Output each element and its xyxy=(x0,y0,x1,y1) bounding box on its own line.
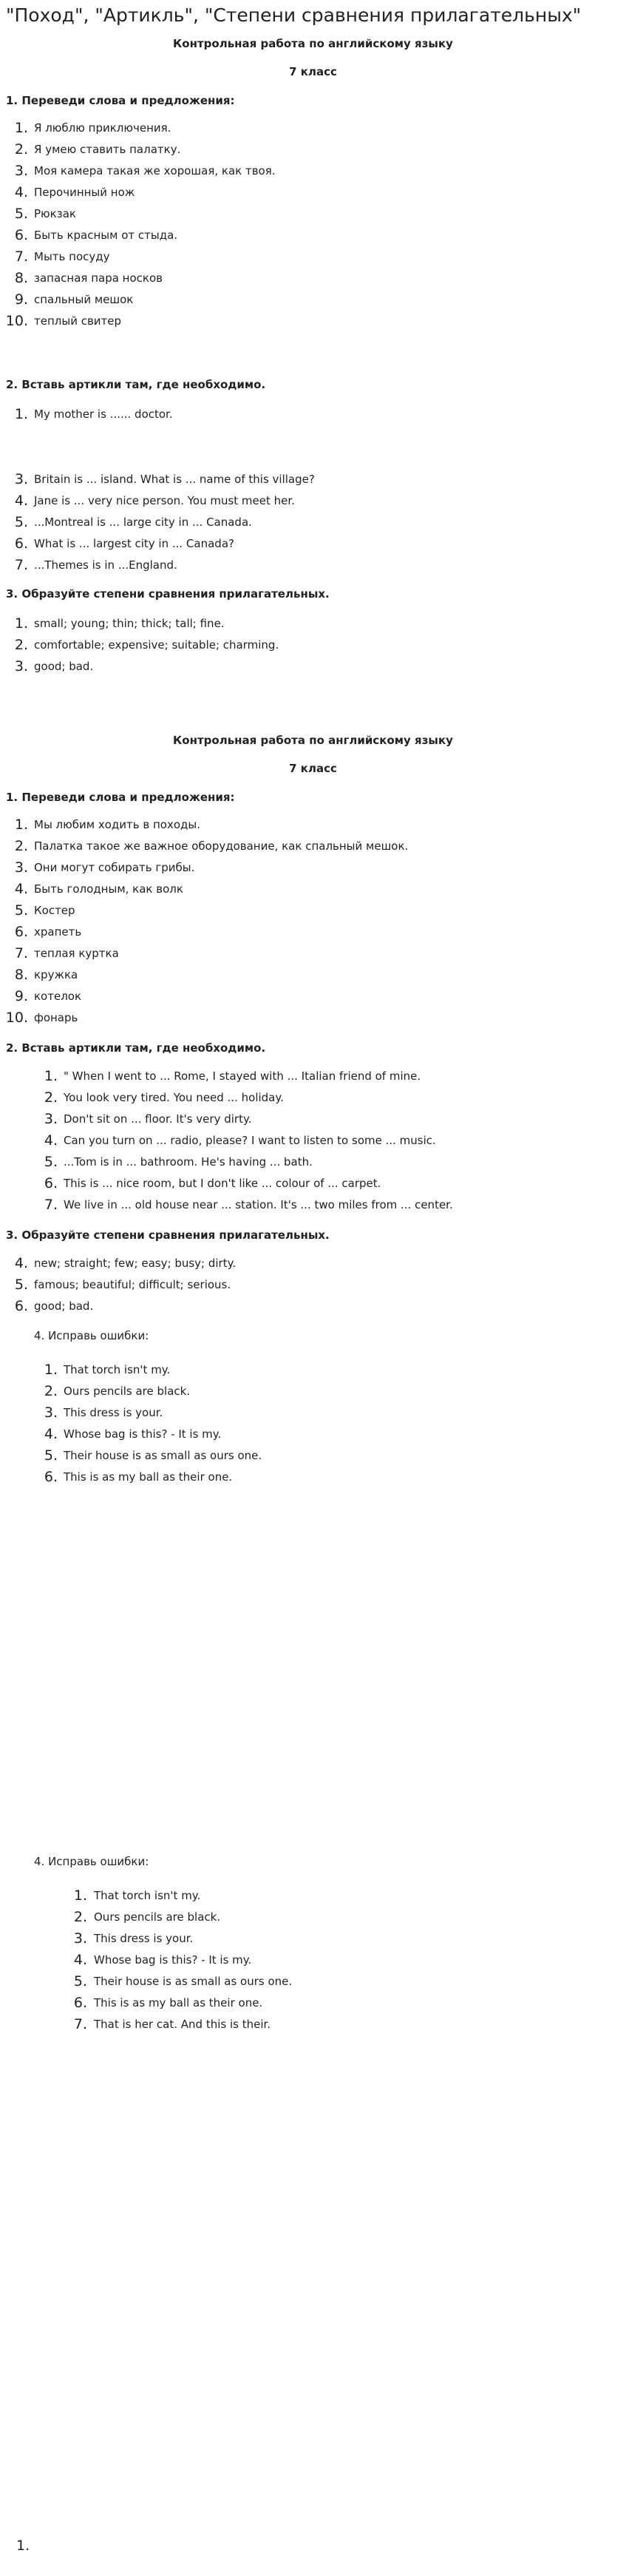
list-item-number: 7. xyxy=(44,1197,58,1213)
list-item-text: Britain is ... island. What is ... name of this village? xyxy=(34,473,315,486)
list-item-number: 6. xyxy=(14,227,28,243)
list-item-text: That torch isn't my. xyxy=(64,1363,171,1376)
list-item-number: 1. xyxy=(44,1362,58,1378)
list-item-text: Jane is ... very nice person. You must meet her. xyxy=(34,494,295,507)
list-item-number: 3. xyxy=(73,1930,87,1947)
test1-section1-title: 1. Переведи слова и предложения: xyxy=(6,94,235,107)
list-item-number: 5. xyxy=(44,1154,58,1170)
list-item-number: 8. xyxy=(14,967,28,983)
list-item-number: 2. xyxy=(14,838,28,854)
list-item-text: small; young; thin; thick; tall; fine. xyxy=(34,617,225,630)
test2-section2-title: 2. Вставь артикли там, где необходимо. xyxy=(6,1041,266,1055)
list-item-number: 6. xyxy=(14,1298,28,1314)
list-item-number: 3. xyxy=(14,471,28,487)
list-item-text: good; bad. xyxy=(34,1299,94,1313)
test2-grade: 7 класс xyxy=(289,762,337,775)
list-item-text: Мыть посуду xyxy=(34,250,110,263)
list-item-text: new; straight; few; easy; busy; dirty. xyxy=(34,1257,237,1270)
list-item-text: фонарь xyxy=(34,1011,78,1024)
list-item-number: 6. xyxy=(14,924,28,940)
list-item-number: 4. xyxy=(14,184,28,200)
list-item-number: 4. xyxy=(44,1426,58,1442)
list-item-number: 10. xyxy=(5,1010,28,1026)
test2-section1-title: 1. Переведи слова и предложения: xyxy=(6,791,235,804)
list-item-number: 7. xyxy=(73,2016,87,2032)
list-item-text: Рюкзак xyxy=(34,207,76,220)
list-item-text: теплый свитер xyxy=(34,314,122,328)
list-item-number: 3. xyxy=(14,859,28,876)
list-item-text: кружка xyxy=(34,968,78,981)
list-item-number: 5. xyxy=(14,206,28,222)
list-item-text: ...Tom is in ... bathroom. He's having ... bath. xyxy=(64,1155,313,1169)
list-item-number: 5. xyxy=(14,514,28,530)
list-item-text: Моя камера такая же хорошая, как твоя. xyxy=(34,164,276,178)
list-item-number: 7. xyxy=(14,249,28,265)
list-item-number: 2. xyxy=(73,1909,87,1925)
test1-section3-title: 3. Образуйте степени сравнения прилагательных. xyxy=(6,587,330,601)
list-item-text: comfortable; expensive; suitable; charming. xyxy=(34,638,279,652)
list-item-number: 10. xyxy=(5,313,28,329)
list-item-text: This is ... nice room, but I don't like ... colour of ... carpet. xyxy=(64,1177,381,1190)
list-item-number: 2. xyxy=(44,1383,58,1399)
list-item-number: 6. xyxy=(44,1469,58,1485)
list-item-text: ...Montreal is ... large city in ... Canada. xyxy=(34,515,252,529)
list-item-text: Whose bag is this? - It is my. xyxy=(64,1427,222,1441)
list-item-number: 1. xyxy=(73,1887,87,1904)
list-item-number: 3. xyxy=(44,1111,58,1127)
list-item-number: 5. xyxy=(73,1973,87,1990)
list-item-number: 6. xyxy=(44,1175,58,1191)
list-item-number: 2. xyxy=(14,637,28,653)
list-item-number: 9. xyxy=(14,291,28,308)
list-item-number: 9. xyxy=(14,988,28,1004)
list-item-number: 3. xyxy=(14,163,28,179)
list-item-text: You look very tired. You need ... holiday. xyxy=(64,1091,284,1104)
list-item-number: 6. xyxy=(73,1995,87,2011)
list-item-text: This is as my ball as their one. xyxy=(64,1470,233,1484)
test2-title: Контрольная работа по английскому языку xyxy=(173,734,453,747)
list-item-text: Быть красным от стыда. xyxy=(34,229,178,242)
list-item-text: храпеть xyxy=(34,925,82,939)
list-item-text: This dress is your. xyxy=(64,1406,163,1419)
list-item-text: Костер xyxy=(34,904,75,917)
list-item-text: Мы любим ходить в походы. xyxy=(34,818,200,831)
list-item-number: 5. xyxy=(14,1277,28,1293)
list-item-text: good; bad. xyxy=(34,660,94,673)
list-item-text: Their house is as small as ours one. xyxy=(64,1449,262,1462)
list-item-number: 6. xyxy=(14,535,28,552)
test2-section4-title: 4. Исправь ошибки: xyxy=(34,1329,149,1342)
list-item-number: 8. xyxy=(14,270,28,286)
extra-section4-title: 4. Исправь ошибки: xyxy=(34,1855,149,1868)
list-item-number: 1. xyxy=(14,120,28,136)
list-item-text: Can you turn on ... radio, please? I want to listen to some ... music. xyxy=(64,1134,436,1147)
bottom-list-number: 1. xyxy=(16,2538,30,2554)
list-item-number: 4. xyxy=(73,1952,87,1968)
list-item-number: 4. xyxy=(14,1255,28,1271)
list-item-text: Don't sit on ... floor. It's very dirty. xyxy=(64,1112,252,1126)
list-item-number: 3. xyxy=(44,1404,58,1421)
list-item-text: Я умею ставить палатку. xyxy=(34,143,181,156)
list-item-number: 2. xyxy=(14,141,28,158)
list-item-text: котелок xyxy=(34,990,82,1003)
list-item-number: 4. xyxy=(14,493,28,509)
list-item-text: famous; beautiful; difficult; serious. xyxy=(34,1278,231,1291)
list-item-text: Быть голодным, как волк xyxy=(34,882,183,896)
list-item-number: 1. xyxy=(14,406,28,422)
list-item-text: Whose bag is this? - It is my. xyxy=(94,1953,252,1967)
test2-section3-title: 3. Образуйте степени сравнения прилагательных. xyxy=(6,1228,330,1242)
list-item-text: That torch isn't my. xyxy=(94,1889,201,1902)
list-item-text: Перочинный нож xyxy=(34,186,135,199)
list-item-number: 7. xyxy=(14,557,28,573)
list-item-number: 1. xyxy=(14,615,28,632)
page-title: "Поход", "Артикль", "Степени сравнения прилагательных" xyxy=(6,4,582,26)
list-item-text: My mother is ...... doctor. xyxy=(34,408,173,421)
list-item-number: 3. xyxy=(14,658,28,675)
test1-title: Контрольная работа по английскому языку xyxy=(173,37,453,50)
list-item-number: 4. xyxy=(44,1132,58,1149)
list-item-text: This is as my ball as their one. xyxy=(94,1996,263,2009)
list-item-text: That is her cat. And this is their. xyxy=(94,2018,271,2031)
list-item-text: ...Themes is in ...England. xyxy=(34,558,177,572)
list-item-number: 2. xyxy=(44,1089,58,1106)
list-item-text: теплая куртка xyxy=(34,947,119,960)
list-item-text: What is ... largest city in ... Canada? xyxy=(34,537,234,550)
list-item-text: Палатка такое же важное оборудование, как спальный мешок. xyxy=(34,839,409,853)
list-item-number: 4. xyxy=(14,881,28,897)
list-item-text: " When I went to ... Rome, I stayed with ... Italian friend of mine. xyxy=(64,1069,421,1083)
list-item-text: спальный мешок xyxy=(34,293,134,306)
test1-grade: 7 класс xyxy=(289,65,337,78)
list-item-number: 5. xyxy=(44,1447,58,1464)
list-item-text: запасная пара носков xyxy=(34,271,163,285)
list-item-number: 1. xyxy=(14,817,28,833)
list-item-number: 5. xyxy=(14,902,28,919)
list-item-text: We live in ... old house near ... station. It's ... two miles from ... center. xyxy=(64,1198,453,1211)
list-item-text: Their house is as small as ours one. xyxy=(94,1975,293,1988)
test1-section2-title: 2. Вставь артикли там, где необходимо. xyxy=(6,378,266,391)
list-item-text: Я люблю приключения. xyxy=(34,121,171,135)
list-item-number: 7. xyxy=(14,945,28,961)
list-item-text: Ours pencils are black. xyxy=(64,1385,191,1398)
list-item-text: Ours pencils are black. xyxy=(94,1910,221,1924)
list-item-number: 1. xyxy=(44,1068,58,1084)
list-item-text: Они могут собирать грибы. xyxy=(34,861,195,874)
list-item-text: This dress is your. xyxy=(94,1932,194,1945)
